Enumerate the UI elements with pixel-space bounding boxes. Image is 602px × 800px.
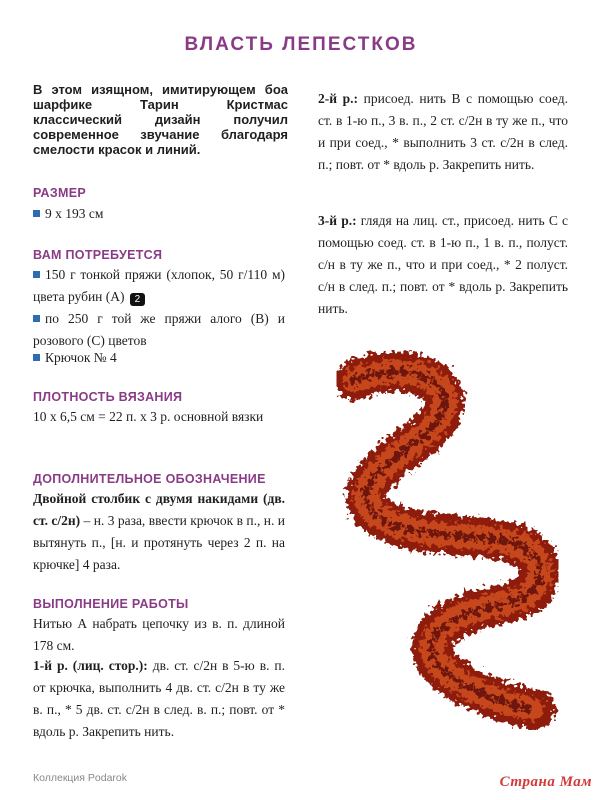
row-1-label: 1-й р. (лиц. стор.): — [33, 658, 148, 673]
row-1-text: дв. ст. с/2н в 5-ю в. п. от крючка, выполнить 4 дв. ст. с/2н в ту же в. п., * 5 дв. ст. с/2н в след. в. п.; повт. от * вдоль р. Закрепить нить. — [33, 658, 285, 739]
row-2-text: присоед. нить В с помощью соед. ст. в 1-ю п., 3 в. п., 2 ст. с/2н в ту же п., что и при соед., * выполнить 3 ст. с/2н в след. п.; повт. от * вдоль р. Закрепить нить. — [318, 91, 569, 172]
bullet-icon — [33, 354, 40, 361]
notation-term: Двойной столбик с двумя накидами (дв. ст. с/2н) — [33, 491, 285, 528]
intro-paragraph: В этом изящном, имитирующем боа шарфике Тарин Кристмас классический дизайн получил современное звучание благодаря смелости красок и линий. — [33, 82, 288, 157]
bullet-icon — [33, 315, 40, 322]
row-2-instructions — [318, 88, 568, 176]
work-intro: Нитью А набрать цепочку из в. п. длиной 178 см. — [33, 616, 285, 653]
yarn-weight-icon: 2 — [130, 293, 145, 306]
watermark: Страна Мам — [499, 774, 592, 790]
notation-text — [33, 488, 285, 576]
row-3-instructions — [318, 210, 568, 320]
materials-item-text: 150 г тонкой пряжи (хлопок, 50 г/110 м) цвета рубин (А) — [33, 267, 285, 304]
row-1-instructions — [33, 655, 285, 743]
row-2-label: 2-й р.: — [318, 91, 359, 106]
page-title: ВЛАСТЬ ЛЕПЕСТКОВ — [184, 34, 418, 55]
materials-item-yarn-bc — [33, 308, 285, 352]
footer-collection: Коллекция Podarok — [33, 772, 128, 784]
gauge-heading: ПЛОТНОСТЬ ВЯЗАНИЯ — [33, 390, 183, 404]
size-value — [33, 203, 285, 225]
gauge-text: 10 х 6,5 см = 22 п. х 3 р. основной вязки — [33, 409, 264, 424]
work-heading: ВЫПОЛНЕНИЕ РАБОТЫ — [33, 597, 189, 611]
bullet-icon — [33, 271, 40, 278]
bullet-icon — [33, 210, 40, 217]
materials-item-text: по 250 г той же пряжи алого (В) и розового (С) цветов — [33, 311, 285, 348]
scarf-photo — [300, 350, 602, 730]
materials-item-hook — [33, 347, 285, 369]
notation-heading: ДОПОЛНИТЕЛЬНОЕ ОБОЗНАЧЕНИЕ — [33, 472, 266, 486]
materials-item-text: Крючок № 4 — [45, 350, 117, 365]
materials-item-yarn-a — [33, 264, 285, 308]
notation-body: – н. 3 раза, ввести крючок в п., н. и вытянуть п., [н. и протянуть через 2 п. на крючке] 4 раза. — [33, 513, 285, 572]
row-3-label: 3-й р.: — [318, 213, 357, 228]
row-3-text: глядя на лиц. ст., присоед. нить С с помощью соед. ст. в 1-ю п., 1 в. п., полуст. с/н в ту же п., что и при соед., * 2 полуст. с/н в след. п.; повт. от * вдоль р. Закрепить нить. — [318, 213, 568, 316]
size-heading: РАЗМЕР — [33, 186, 86, 200]
size-text: 9 х 193 см — [45, 206, 104, 221]
materials-heading: ВАМ ПОТРЕБУЕТСЯ — [33, 248, 163, 262]
